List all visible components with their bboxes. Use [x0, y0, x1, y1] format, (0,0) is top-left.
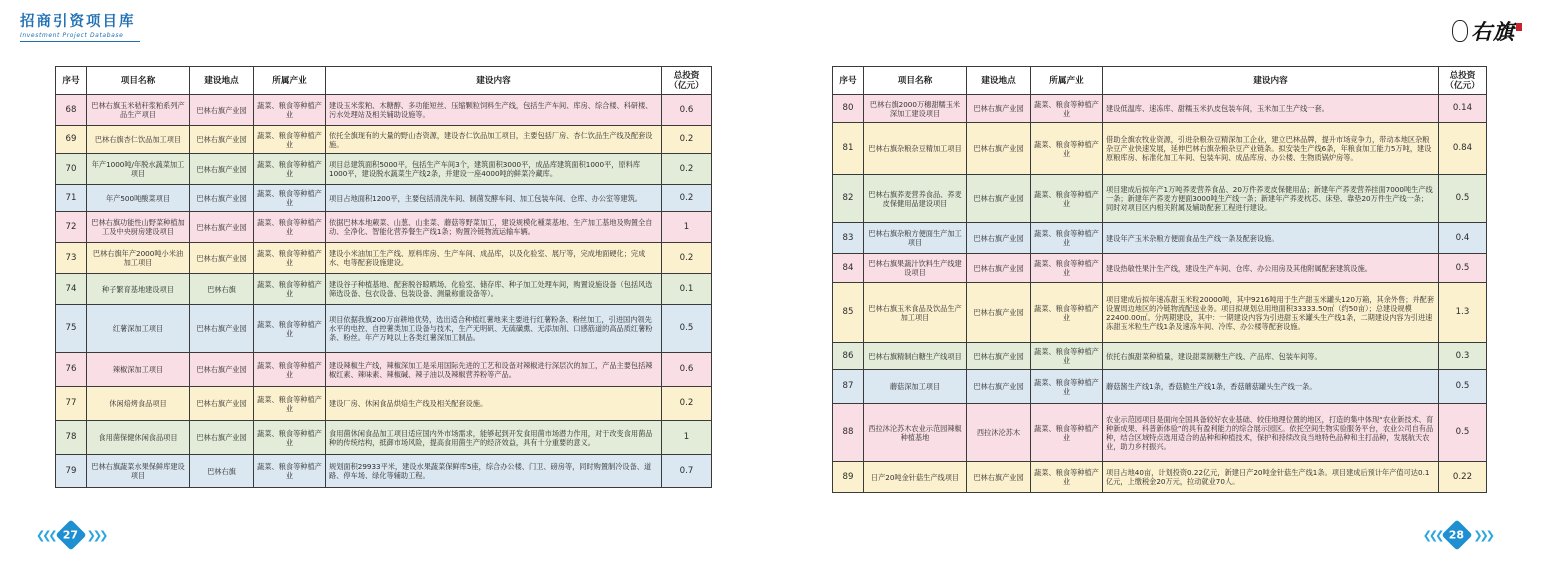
cell-content: 依据巴林本地蕨菜、山葱、山韭菜、蘑菇等野菜加工，建设规模化種菜基地、生产加工基地及购置全自动、全净化、智能化营养餐生产线1条；购置冷链物流运输车辆。 — [326, 212, 662, 243]
cell-investment: 0.5 — [662, 305, 712, 353]
cell-investment: 0.1 — [662, 274, 712, 305]
cell-name: 种子繁育基地建设项目 — [87, 274, 190, 305]
cell-industry: 蔬菜、粮食等种植产业 — [1031, 123, 1103, 175]
cell-name: 巴林右旗玉米食品及饮品生产加工项目 — [864, 283, 967, 343]
cell-content: 农业示范园项目是面向全国具备较好农业基础、较佳地理位置的地区，打造的集中体现“农业新技术、育种新成果、科普新体验”的具有盈利能力的综合展示园区。依托空间生物实验服务平台，农业公司自有品种，结合区域特点选用适合的品种和种植技术，保护和持续改良当地特色品种和主打品种，发展航天农业，助力乡村振兴。 — [1103, 404, 1439, 462]
cell-location: 西拉沐沦苏木 — [967, 404, 1031, 462]
table-row — [833, 254, 1487, 283]
cell-name: 巴林右旗玉米秸秆浆粕系列产品生产项目 — [87, 95, 190, 126]
logo-text: 右旗 — [1471, 19, 1515, 44]
chevrons-left-icon: ❮❮❮ — [1422, 528, 1442, 542]
cell-investment: 0.4 — [1439, 223, 1487, 254]
cell-location: 巴林右旗产业园 — [967, 370, 1031, 404]
cell-location: 巴林右旗产业园 — [190, 95, 254, 126]
cell-name: 蘑菇深加工项目 — [864, 370, 967, 404]
cell-industry: 蔬菜、粮食等种植产业 — [1031, 175, 1103, 223]
cell-name: 红薯深加工项目 — [87, 305, 190, 353]
cell-no: 80 — [833, 95, 864, 123]
brand-subtitle: Investment Project Database — [20, 32, 124, 39]
cell-investment: 0.3 — [1439, 343, 1487, 370]
header-location: 建设地点 — [967, 67, 1031, 95]
table-row — [833, 404, 1487, 462]
cell-content: 建设玉米浆粕、木糖醇、多功能短丝、压缩颗粒饲料生产线，包括生产车间、库房、综合楼、科研楼、污水处理站及相关辅助设施等。 — [326, 95, 662, 126]
header-investment: 总投资 （亿元） — [1439, 67, 1487, 95]
cell-no: 83 — [833, 223, 864, 254]
cell-industry: 蔬菜、粮食等种植产业 — [254, 185, 326, 212]
cell-location: 巴林右旗产业园 — [190, 126, 254, 154]
cell-investment: 0.14 — [1439, 95, 1487, 123]
cell-content: 建设低温库、速冻库、甜糯玉米扒皮包装车间，玉米加工生产线一套。 — [1103, 95, 1439, 123]
table-row — [56, 95, 712, 126]
cell-content: 依托全旗现有的大量的野山杏资源，建设杏仁饮品加工项目，主要包括厂房、杏仁饮品生产线及配套设施。 — [326, 126, 662, 154]
cell-location: 巴林右旗产业园 — [190, 387, 254, 421]
cell-no: 86 — [833, 343, 864, 370]
cell-investment: 1 — [662, 421, 712, 455]
header-name: 项目名称 — [87, 67, 190, 95]
table-row — [833, 95, 1487, 123]
table-row — [56, 455, 712, 488]
cell-location: 巴林右旗产业园 — [967, 343, 1031, 370]
cell-investment: 0.6 — [662, 95, 712, 126]
cell-location: 巴林右旗 — [190, 455, 254, 488]
cell-no: 71 — [56, 185, 87, 212]
cell-industry: 蔬菜、粮食等种植产业 — [254, 305, 326, 353]
cell-no: 82 — [833, 175, 864, 223]
logo-emblem-icon — [1452, 20, 1468, 42]
table-row — [56, 126, 712, 154]
cell-name: 巴林右旗荞麦营养食品、荞麦皮保健用品建设项目 — [864, 175, 967, 223]
header-industry: 所属产业 — [254, 67, 326, 95]
cell-industry: 蔬菜、粮食等种植产业 — [254, 274, 326, 305]
cell-name: 巴林右旗杂粮方便面生产加工项目 — [864, 223, 967, 254]
cell-content: 项目占地40亩，计划投资0.22亿元，新建日产20吨金针菇生产线1条。项目建成后预计年产值可达0.1亿元，上缴税金20万元，拉动就业70人。 — [1103, 462, 1439, 493]
header-no: 序号 — [833, 67, 864, 95]
header-no: 序号 — [56, 67, 87, 95]
cell-content: 依托右旗甜菜种植量，建设甜菜制糖生产线、产品库、包装车间等。 — [1103, 343, 1439, 370]
cell-investment: 0.84 — [1439, 123, 1487, 175]
header-investment: 总投资 （亿元） — [662, 67, 712, 95]
table-row — [833, 175, 1487, 223]
cell-investment: 0.5 — [1439, 404, 1487, 462]
cell-location: 巴林右旗产业园 — [967, 175, 1031, 223]
cell-industry: 蔬菜、粮食等种植产业 — [1031, 370, 1103, 404]
cell-investment: 0.22 — [1439, 462, 1487, 493]
cell-investment: 0.2 — [662, 154, 712, 185]
cell-industry: 蔬菜、粮食等种植产业 — [1031, 462, 1103, 493]
cell-location: 巴林右旗产业园 — [967, 283, 1031, 343]
cell-name: 巴林右旗精制白糖生产线项目 — [864, 343, 967, 370]
cell-content: 借助全旗农牧业资源，引进杂粮杂豆精深加工企业，建立巴林品牌，提升市场竞争力，带动本地区杂粮杂豆产业快速发展，延伸巴林右旗杂粮杂豆产业链条。拟安装生产线6条，年粮食加工能力5万吨，建设原粮库房、标准化加工车间、包装车间、成品库房、办公楼、生物质锅炉房等。 — [1103, 123, 1439, 175]
cell-industry: 蔬菜、粮食等种植产业 — [1031, 343, 1103, 370]
cell-name: 辣椒深加工项目 — [87, 353, 190, 387]
table-row — [56, 274, 712, 305]
table-row — [833, 223, 1487, 254]
cell-no: 76 — [56, 353, 87, 387]
cell-location: 巴林右旗 — [190, 274, 254, 305]
cell-content: 项目建成后拟年速冻甜玉米粒20000吨，其中9216吨用于生产甜玉米罐头120万箱，其余外售；并配套设置周边地区的冷链物流配送业务。项目拟规划总用地面积33333.50㎡（约50亩）；总建设规模22400.00㎡。分两期建设，其中：一期建设内容为引进甜玉米罐头生产线1条，二期建设内容为引进速冻甜玉米粒生产线1条及速冻车间、冷库、办公楼等配套设施。 — [1103, 283, 1439, 343]
header-location: 建设地点 — [190, 67, 254, 95]
cell-industry: 蔬菜、粮食等种植产业 — [254, 126, 326, 154]
cell-investment: 0.6 — [662, 353, 712, 387]
chevrons-right-icon: ❯❯❯ — [1473, 528, 1492, 542]
cell-content: 建设热敏性果汁生产线，建设生产车间、仓库、办公用房及其他附属配套建筑设施。 — [1103, 254, 1439, 283]
cell-no: 79 — [56, 455, 87, 488]
table-row — [56, 212, 712, 243]
cell-investment: 0.2 — [662, 387, 712, 421]
table-header-row — [833, 67, 1487, 95]
cell-name: 日产20吨金针菇生产线项目 — [864, 462, 967, 493]
table-body-left — [56, 95, 712, 488]
chevrons-left-icon: ❮❮❮ — [36, 528, 55, 542]
cell-content: 建设厂房、休闲食品烘焙生产线及相关配套设施。 — [326, 387, 662, 421]
table-row — [833, 283, 1487, 343]
cell-industry: 蔬菜、粮食等种植产业 — [254, 243, 326, 274]
cell-content: 建设谷子种植基地、配套脱谷晾晒场、化验室、储存库、种子加工处理车间，购置设施设备（包括风选筛选设备、包衣设备、包装设备、测量称重设备等）。 — [326, 274, 662, 305]
cell-location: 巴林右旗产业园 — [190, 353, 254, 387]
table-row — [56, 305, 712, 353]
cell-no: 77 — [56, 387, 87, 421]
cell-no: 75 — [56, 305, 87, 353]
cell-name: 巴林右旗杂粮杂豆精加工项目 — [864, 123, 967, 175]
project-table-left — [55, 66, 712, 488]
cell-investment: 0.5 — [1439, 175, 1487, 223]
cell-industry: 蔬菜、粮食等种植产业 — [1031, 254, 1103, 283]
cell-content: 建设年产玉米杂粮方便面食品生产线一条及配套设施。 — [1103, 223, 1439, 254]
cell-no: 73 — [56, 243, 87, 274]
county-logo — [1452, 16, 1522, 46]
cell-location: 巴林右旗产业园 — [967, 254, 1031, 283]
cell-no: 68 — [56, 95, 87, 126]
cell-location: 巴林右旗产业园 — [190, 154, 254, 185]
cell-no: 72 — [56, 212, 87, 243]
cell-location: 巴林右旗产业园 — [190, 212, 254, 243]
cell-location: 巴林右旗产业园 — [190, 305, 254, 353]
table-row — [56, 185, 712, 212]
cell-industry: 蔬菜、粮食等种植产业 — [254, 212, 326, 243]
cell-content: 项目占地面积1200平，主要包括清洗车间、制菌发酵车间、加工包装车间、仓库、办公室等建筑。 — [326, 185, 662, 212]
cell-location: 巴林右旗产业园 — [190, 243, 254, 274]
cell-location: 巴林右旗产业园 — [190, 185, 254, 212]
cell-investment: 0.7 — [662, 455, 712, 488]
cell-location: 巴林右旗产业园 — [967, 123, 1031, 175]
page-badge: 28 — [1442, 519, 1473, 550]
page-number-right — [1423, 524, 1492, 546]
brand-underline — [20, 41, 140, 42]
table-row — [833, 123, 1487, 175]
cell-location: 巴林右旗产业园 — [967, 223, 1031, 254]
cell-location: 巴林右旗产业园 — [967, 462, 1031, 493]
header-industry: 所属产业 — [1031, 67, 1103, 95]
cell-name: 巴林右旗2000万穗甜糯玉米深加工建设项目 — [864, 95, 967, 123]
cell-location: 巴林右旗产业园 — [967, 95, 1031, 123]
table-row — [56, 353, 712, 387]
cell-investment: 1.3 — [1439, 283, 1487, 343]
cell-investment: 0.2 — [662, 243, 712, 274]
cell-content: 蘑菇酱生产线1条，香菇脆生产线1条，香菇蘑菇罐头生产线一条。 — [1103, 370, 1439, 404]
cell-name: 年产1000吨/年脱水蔬菜加工项目 — [87, 154, 190, 185]
table-row — [56, 387, 712, 421]
table-row — [833, 462, 1487, 493]
cell-content: 食用菌休闲食品加工项目适应国内外市场需求，能够起到开发食用菌市场潜力作用，对于改变食用菌品种的传统结构，抵御市场风险，提高食用菌生产的经济效益，具有十分重要的意义。 — [326, 421, 662, 455]
brand-title: 招商引资项目库 — [20, 14, 136, 30]
cell-investment: 0.2 — [662, 185, 712, 212]
cell-content: 建设小米油加工生产线、原料库房、生产车间、成品库，以及化验室、展厅等，完成地面硬化；完成水、电等配套设施建设。 — [326, 243, 662, 274]
cell-industry: 蔬菜、粮食等种植产业 — [254, 387, 326, 421]
cell-content: 项目建成后拟年产1万吨荞麦营养食品、20万件荞麦皮保健用品；新建年产荞麦营养挂面7000吨生产线一条；新建年产荞麦方便面3000吨生产线一条；新建年产荞麦枕芯、床垫、靠垫20万件生产线一条；同时对项目区内相关附属及辅助配套工程进行建设。 — [1103, 175, 1439, 223]
cell-industry: 蔬菜、粮食等种植产业 — [254, 95, 326, 126]
cell-no: 74 — [56, 274, 87, 305]
page-number-left — [36, 524, 105, 546]
cell-industry: 蔬菜、粮食等种植产业 — [254, 154, 326, 185]
cell-no: 85 — [833, 283, 864, 343]
page-right — [771, 0, 1542, 574]
header-content: 建设内容 — [326, 67, 662, 95]
cell-name: 巴林右旗年产2000吨小米油加工项目 — [87, 243, 190, 274]
table-header-row — [56, 67, 712, 95]
cell-no: 81 — [833, 123, 864, 175]
cell-industry: 蔬菜、粮食等种植产业 — [1031, 283, 1103, 343]
brand-header — [20, 14, 140, 42]
table-row — [56, 243, 712, 274]
cell-name: 巴林右旗功能性山野菜种植加工及中央厨房建设项目 — [87, 212, 190, 243]
cell-no: 70 — [56, 154, 87, 185]
table-row — [56, 421, 712, 455]
cell-name: 年产500吨酸菜项目 — [87, 185, 190, 212]
cell-content: 项目依据我旗200万亩耕地优势，选出适合种植红薯地来主要进行红薯粉条、粉丝加工，引进国内领先水平的电控、自控薯类加工设备与技术，生产无明矾、无硫磺熏、无添加剂、口感筋道的高品质红薯粉条、粉丝。年产万吨以上各类红薯深加工制品。 — [326, 305, 662, 353]
cell-name: 巴林右旗果蔬汁饮料生产线建设项目 — [864, 254, 967, 283]
cell-no: 84 — [833, 254, 864, 283]
table-row — [833, 343, 1487, 370]
cell-no: 69 — [56, 126, 87, 154]
cell-industry: 蔬菜、粮食等种植产业 — [1031, 223, 1103, 254]
cell-name: 巴林右旗蔬菜水果保鲜库建设项目 — [87, 455, 190, 488]
cell-industry: 蔬菜、粮食等种植产业 — [254, 353, 326, 387]
cell-content: 建设辣椒生产线，辣椒深加工是采用国际先进的工艺和设备对辣椒进行深层次的加工，产品主要包括辣椒红素、辣味素、辣椒碱、辣子油以及辣椒营养粉等产品。 — [326, 353, 662, 387]
logo-seal-icon — [1516, 23, 1522, 31]
cell-no: 88 — [833, 404, 864, 462]
cell-industry: 蔬菜、粮食等种植产业 — [1031, 404, 1103, 462]
cell-investment: 0.5 — [1439, 254, 1487, 283]
cell-name: 西拉沐沦苏木农业示范园辣椒种植基地 — [864, 404, 967, 462]
cell-no: 78 — [56, 421, 87, 455]
cell-no: 89 — [833, 462, 864, 493]
cell-investment: 0.2 — [662, 126, 712, 154]
header-content: 建设内容 — [1103, 67, 1439, 95]
page-badge: 27 — [55, 519, 86, 550]
table-body-right — [833, 95, 1487, 493]
cell-industry: 蔬菜、粮食等种植产业 — [1031, 95, 1103, 123]
cell-content: 规划面积29933平米，建设水果蔬菜保鲜库5座，综合办公楼、门卫、磅房等，同时购置制冷设备、道路、停车场、绿化等辅助工程。 — [326, 455, 662, 488]
project-table-right — [832, 66, 1487, 493]
cell-location: 巴林右旗产业园 — [190, 421, 254, 455]
chevrons-right-icon: ❯❯❯ — [86, 528, 106, 542]
cell-name: 巴林右旗杏仁饮品加工项目 — [87, 126, 190, 154]
cell-investment: 0.5 — [1439, 370, 1487, 404]
cell-industry: 蔬菜、粮食等种植产业 — [254, 421, 326, 455]
cell-name: 食用菌保健休闲食品项目 — [87, 421, 190, 455]
cell-investment: 1 — [662, 212, 712, 243]
cell-content: 项目总建筑面积5000平，包括生产车间3个，建筑面积3000平，成品库建筑面积1000平，原料库1000平，建设脱水蔬菜生产线2条，并建设一座4000吨的鲜菜冷藏库。 — [326, 154, 662, 185]
table-row — [833, 370, 1487, 404]
table-row — [56, 154, 712, 185]
cell-no: 87 — [833, 370, 864, 404]
cell-industry: 蔬菜、粮食等种植产业 — [254, 455, 326, 488]
header-name: 项目名称 — [864, 67, 967, 95]
cell-name: 休闲焙烤食品项目 — [87, 387, 190, 421]
